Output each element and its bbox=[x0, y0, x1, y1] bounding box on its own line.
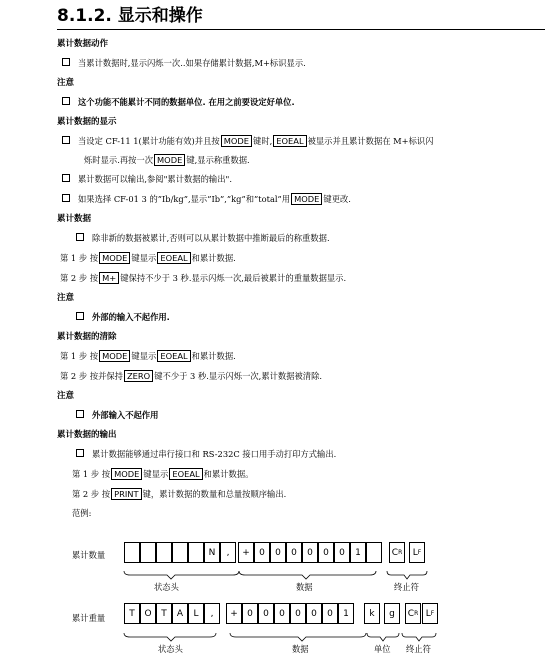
list-item: 当累计数据时,显示闪烁一次..如果存储累计数据,M+标识显示. bbox=[62, 57, 306, 69]
brace-data-1 bbox=[239, 571, 376, 579]
byte-cell: 0 bbox=[302, 542, 318, 563]
step-2: 第 2 步 按并保持 ZERO 键不少于 3 秒.显示闪烁一次,累计数据被清除. bbox=[60, 371, 323, 381]
step-1: 第 1 步 按 MODE 键显示 EOEAL 和累计数据。 bbox=[72, 469, 254, 479]
byte-cell: L F bbox=[422, 603, 438, 624]
eoeal-display: EOEAL bbox=[157, 252, 190, 264]
byte-cell: 1 bbox=[350, 542, 366, 563]
byte-cell: L bbox=[188, 603, 204, 624]
note-heading: 注意 bbox=[57, 78, 75, 88]
group-label-unit: 单位 bbox=[374, 644, 391, 654]
byte-cell: 0 bbox=[334, 542, 350, 563]
brace-term-2 bbox=[402, 633, 436, 641]
group-label-terminator: 终止符 bbox=[406, 644, 431, 654]
list-item-continuation: 烁时显示.再按一次 MODE 键,显示称重数据. bbox=[84, 155, 250, 165]
section-title: 8.1.2. 显示和操作 bbox=[57, 6, 203, 26]
brace-data-2 bbox=[230, 633, 366, 641]
byte-cell: 0 bbox=[254, 542, 270, 563]
list-item: 除非新的数据被累计,否则可以从累计数据中推断最后的称重数据. bbox=[76, 232, 330, 244]
heading-data-output: 累计数据的输出 bbox=[57, 430, 117, 440]
byte-cell: + bbox=[226, 603, 242, 624]
heading-clear-data: 累计数据的清除 bbox=[57, 332, 117, 342]
byte-cell: A bbox=[172, 603, 188, 624]
mplus-key: M+ bbox=[99, 272, 119, 284]
mode-key: MODE bbox=[99, 252, 130, 264]
byte-cell: 0 bbox=[318, 542, 334, 563]
group-label-data: 数据 bbox=[296, 582, 313, 592]
brace-header-1 bbox=[124, 571, 239, 579]
group-label-status-header: 状态头 bbox=[154, 582, 179, 592]
step-1: 第 1 步 按 MODE 键显示 EOEAL 和累计数据. bbox=[60, 351, 236, 361]
print-key: PRINT bbox=[111, 488, 142, 500]
byte-cell: 0 bbox=[286, 542, 302, 563]
brace-unit-2 bbox=[367, 633, 399, 641]
byte-cell: 0 bbox=[274, 603, 290, 624]
byte-cell: 0 bbox=[242, 603, 258, 624]
note-item: 这个功能不能累计不同的数据单位. 在用之前要设定好单位. bbox=[62, 96, 295, 108]
eoeal-display: EOEAL bbox=[169, 468, 202, 480]
byte-cell: 0 bbox=[306, 603, 322, 624]
byte-cell: g bbox=[384, 603, 400, 624]
byte-cell: , bbox=[204, 603, 220, 624]
group-label-status-header: 状态头 bbox=[158, 644, 183, 654]
list-item: 累计数据可以输出,参阅"累计数据的输出". bbox=[62, 173, 232, 185]
step-1: 第 1 步 按 MODE 键显示 EOEAL 和累计数据. bbox=[60, 253, 236, 263]
list-item: 累计数据能够通过串行接口和 RS-232C 接口用手动打印方式输出. bbox=[76, 448, 336, 460]
byte-cell: k bbox=[364, 603, 380, 624]
group-label-terminator: 终止符 bbox=[394, 582, 419, 592]
byte-cell: N bbox=[204, 542, 220, 563]
group-label-data: 数据 bbox=[292, 644, 309, 654]
byte-cell: 0 bbox=[270, 542, 286, 563]
brace-term-1 bbox=[387, 571, 427, 579]
zero-key: ZERO bbox=[124, 370, 153, 382]
byte-cell: O bbox=[140, 603, 156, 624]
mode-key: MODE bbox=[154, 154, 185, 166]
byte-cell: , bbox=[220, 542, 236, 563]
byte-cell: 0 bbox=[322, 603, 338, 624]
byte-cell: + bbox=[238, 542, 254, 563]
eoeal-display: EOEAL bbox=[157, 350, 190, 362]
heading-accumulated-data: 累计数据 bbox=[57, 214, 92, 224]
byte-cell: T bbox=[156, 603, 172, 624]
example-label: 范例: bbox=[72, 508, 92, 518]
step-2: 第 2 步 按 PRINT 键，累计数据的数量和总量按顺序输出. bbox=[72, 489, 287, 499]
eoeal-display: EOEAL bbox=[273, 135, 306, 147]
byte-cell: L F bbox=[409, 542, 425, 563]
mode-key: MODE bbox=[111, 468, 142, 480]
note-heading: 注意 bbox=[57, 293, 75, 303]
byte-cell: C R bbox=[405, 603, 421, 624]
byte-cell: 1 bbox=[338, 603, 354, 624]
note-item: 外部的输入不起作用. bbox=[76, 311, 170, 323]
mode-key: MODE bbox=[291, 193, 322, 205]
list-item: 当设定 CF-11 1(累计功能有效)并且按 MODE 键时, EOEAL 被显示并且累计数据在 M+标识闪 bbox=[62, 135, 434, 147]
byte-cell: 0 bbox=[290, 603, 306, 624]
list-item: 如果选择 CF-01 3 的”Ib/kg”,显示”Ib”,”kg”和”total”用 MODE 键更改. bbox=[62, 193, 351, 205]
step-2: 第 2 步 按 M+ 键保持不少于 3 秒.显示闪烁一次,最后被累计的重量数据显示. bbox=[60, 273, 347, 283]
heading-accumulate-display: 累计数据的显示 bbox=[57, 117, 117, 127]
byte-cell: T bbox=[124, 603, 140, 624]
heading-accumulate-action: 累计数据动作 bbox=[57, 39, 109, 49]
row1-label: 累计数量 bbox=[72, 550, 106, 560]
mode-key: MODE bbox=[221, 135, 252, 147]
mode-key: MODE bbox=[99, 350, 130, 362]
note-heading: 注意 bbox=[57, 391, 75, 401]
byte-cell: 0 bbox=[258, 603, 274, 624]
row2-label: 累计重量 bbox=[72, 613, 106, 623]
byte-cell: C R bbox=[389, 542, 405, 563]
note-item: 外部输入不起作用 bbox=[76, 409, 158, 421]
brace-header-2 bbox=[124, 633, 216, 641]
